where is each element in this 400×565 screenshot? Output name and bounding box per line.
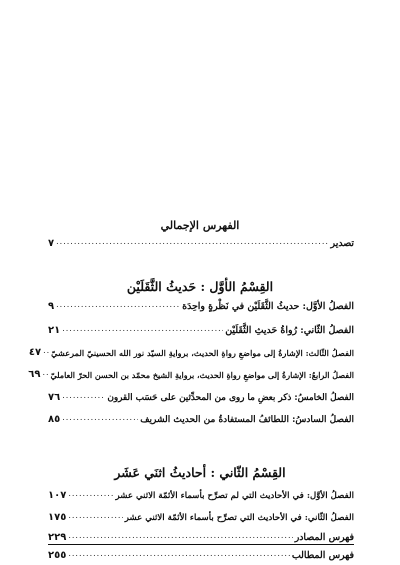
entry-label: فهرس المصادر <box>294 532 354 543</box>
entry-label: الفصلُ الخامسُ: ذكر بعضِ ما روى من المحدِّثين على حَسَب القرون <box>107 393 354 403</box>
entry-page-number: ١٧٥ <box>48 512 67 523</box>
entry-page-number: ٧ <box>48 238 55 249</box>
dot-leader <box>62 323 223 335</box>
entry-page-number: ٢٥٥ <box>48 550 67 561</box>
entry-page-number: ٢١ <box>48 325 61 336</box>
toc-entry[interactable] <box>28 367 354 381</box>
toc-entry[interactable] <box>48 530 354 544</box>
entry-label: الفصلُ الأوَّل: حديثُ الثَّقَلَيْن في نَظْرةٍ واحِدَة <box>182 301 354 312</box>
dot-leader <box>68 530 292 542</box>
toc-entry[interactable] <box>48 412 354 426</box>
toc-entry[interactable] <box>48 548 354 562</box>
toc-entry[interactable] <box>28 345 354 359</box>
section-title: القِسْمُ الثّاني : أحاديثُ اثنَي عَشَر <box>114 465 286 480</box>
dot-leader <box>68 510 122 522</box>
dot-leader <box>62 412 138 424</box>
entry-label: الفصلُ الرابعُ: الإشارةُ إلى مواضعِ رواةِ الحديث، بروايةِ الشيخ محمّد بن الحسن الحرّ العامليّ <box>50 370 354 380</box>
dot-leader <box>62 390 105 402</box>
entry-label: الفصلُ الثّالث: الإشارةُ إلى مواضعِ رواةِ الحديث، بروايةِ السيّد نور الله الحسينيّ المرعشيّ <box>51 348 354 358</box>
dot-leader <box>68 488 113 500</box>
dot-leader <box>56 299 180 311</box>
page-title: الفهرس الإجمالي <box>160 219 240 232</box>
toc-entry[interactable] <box>48 510 354 524</box>
dot-leader <box>43 345 49 357</box>
toc-entry-preface[interactable] <box>48 236 354 250</box>
entry-label: فهرس المطالب <box>291 550 354 561</box>
entry-label: الفصلُ الثّاني: في الأحاديث التي تصرِّح بأسماء الأئمّة الاثني عشر <box>124 513 354 523</box>
dot-leader <box>56 236 328 248</box>
entry-page-number: ٤٧ <box>28 347 42 358</box>
entry-label: تصدير <box>330 238 354 249</box>
toc-entry[interactable] <box>48 488 354 502</box>
toc-entry[interactable] <box>48 299 354 313</box>
entry-page-number: ٦٩ <box>28 369 41 380</box>
toc-entry[interactable] <box>48 390 354 404</box>
entry-page-number: ٨٥ <box>48 414 61 425</box>
entry-page-number: ٩ <box>48 301 55 312</box>
entry-label: الفصلُ السادسُ: اللطائفُ المستفادةُ من الحديث الشريف <box>140 415 354 425</box>
entry-page-number: ٧٦ <box>48 392 61 403</box>
entry-page-number: ١٠٧ <box>48 490 67 501</box>
dot-leader <box>42 367 48 379</box>
entry-page-number: ٢٢٩ <box>48 532 67 543</box>
dot-leader <box>68 548 290 560</box>
divider <box>48 544 354 545</box>
section-title: القِسْمُ الأوَّل : حَديثُ الثَّقَلَيْن <box>126 279 274 294</box>
toc-entry[interactable] <box>48 323 354 337</box>
entry-label: الفصلُ الأوَّل: في الأحاديث التي لم تصرِّح بأسماء الأئمّة الاثني عشر <box>115 491 354 501</box>
entry-label: الفصلُ الثّاني: رُواةُ حَديثِ الثَّقَلَيْن <box>225 325 354 336</box>
